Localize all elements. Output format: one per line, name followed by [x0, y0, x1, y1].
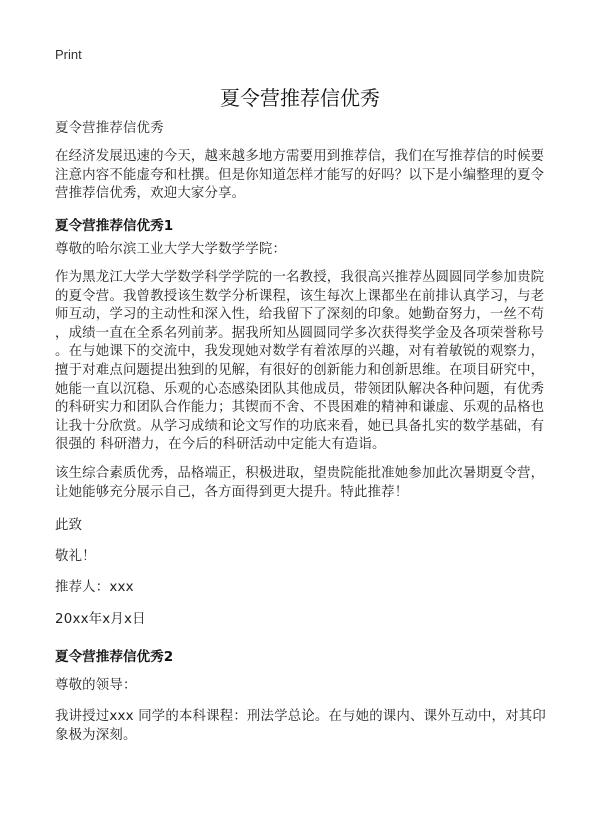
letter2-salutation: 尊敬的领导： — [55, 678, 137, 693]
text-line: ，成绩一直在全系名列前茅。据我所知丛圆圆同学多次获得奖学金及各项荣誉称号 — [55, 325, 545, 341]
text-line: 师互动，学习的主动性和深入性，给我留下了深刻的印象。她勤奋努力，一丝不苟 — [55, 307, 545, 323]
text-line: 让我十分欣赏。从学习成绩和论文写作的功底来看，她已具备扎实的数学基础，有 — [55, 418, 545, 434]
letter1-body — [55, 269, 544, 455]
text-line: 让她能够充分展示自己，各方面得到更大提升。特此推荐！ — [55, 484, 409, 500]
text-line: 的科研实力和团队合作能力；其锲而不舍、不畏困难的精神和谦虚、乐观的品格也 — [55, 400, 545, 416]
text-line: 营推荐信优秀，欢迎大家分享。 — [55, 186, 246, 202]
letter1-recommender: 推荐人：xxx — [55, 580, 134, 595]
print-link[interactable]: Print — [55, 47, 82, 62]
letter2-body — [55, 708, 546, 745]
letter1-date: 20xx年x月x日 — [55, 612, 146, 627]
letter1-salutation: 尊敬的哈尔滨工业大学大学数学学院： — [55, 242, 287, 257]
letter1-regards-2: 敬礼！ — [55, 549, 96, 564]
text-line: 象极为深刻。 — [55, 727, 137, 743]
text-line: 注意内容不能虚夸和杜撰。但是你知道怎样才能写的好吗？以下是小编整理的夏令 — [55, 167, 545, 183]
intro-paragraph — [55, 148, 544, 204]
text-line: 擅于对难点问题提出独到的见解，有很好的创新能力和创新思维。在项目研究中， — [55, 362, 545, 378]
text-line: 该生综合素质优秀，品格端正，积极进取，望贵院能批准她参加此次暑期夏令营， — [55, 466, 545, 481]
letter1-heading: 夏令营推荐信优秀1 — [55, 218, 174, 234]
text-line: 。在与她课下的交流中，我发现她对数学有着浓厚的兴趣，对有着敏锐的观察力， — [55, 344, 545, 360]
text-line: 她能一直以沉稳、乐观的心态感染团队其他成员，带领团队解决各种问题，有优秀 — [55, 381, 545, 397]
text-line: 在经济发展迅速的今天，越来越多地方需要用到推荐信，我们在写推荐信的时候要 — [55, 149, 545, 164]
letter1-regards-1: 此致 — [55, 518, 83, 533]
letter1-closing-paragraph — [55, 465, 544, 502]
subtitle: 夏令营推荐信优秀 — [55, 121, 164, 136]
text-line: 作为黑龙江大学大学数学科学学院的一名教授，我很高兴推荐丛圆圆同学参加贵院 — [55, 270, 545, 285]
page-title: 夏令营推荐信优秀 — [220, 86, 380, 110]
text-line: 很强的 科研潜力，在今后的科研活动中定能大有造诣。 — [55, 437, 386, 453]
letter2-heading: 夏令营推荐信优秀2 — [55, 649, 174, 665]
text-line: 我讲授过xxx 同学的本科课程：刑法学总论。在与她的课内、课外互动中，对其印 — [55, 709, 546, 724]
text-line: 的夏令营。我曾教授该生数学分析课程，该生每次上课都坐在前排认真学习，与老 — [55, 288, 545, 304]
